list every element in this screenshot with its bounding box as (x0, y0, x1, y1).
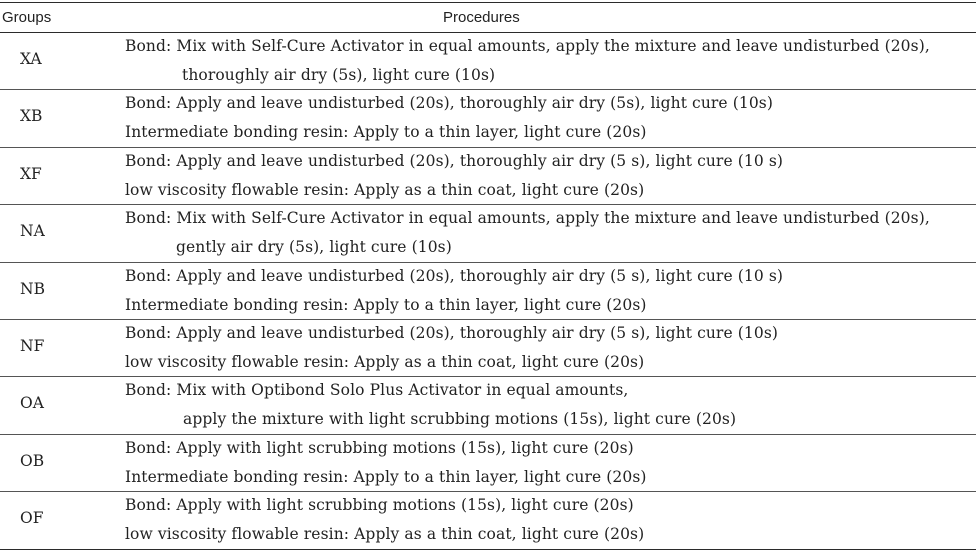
group-cell: OA (20, 394, 44, 413)
procedure-line: low viscosity flowable resin: Apply as a thin coat, light cure (20s) (125, 525, 645, 544)
procedure-line: Intermediate bonding resin: Apply to a thin layer, light cure (20s) (125, 467, 647, 486)
table-row (0, 33, 976, 90)
table-row (0, 492, 976, 549)
group-cell: NA (20, 222, 45, 241)
table-header (0, 2, 976, 33)
group-cell: XB (20, 107, 43, 126)
table-row (0, 205, 976, 262)
procedure-line: Intermediate bonding resin: Apply to a thin layer, light cure (20s) (125, 295, 647, 314)
procedure-line: Intermediate bonding resin: Apply to a thin layer, light cure (20s) (125, 123, 647, 142)
group-cell: NB (20, 279, 45, 298)
procedure-line: Bond: Apply and leave undisturbed (20s), thoroughly air dry (5 s), light cure (10 s) (125, 151, 784, 170)
procedures-column-header: Procedures (443, 9, 520, 26)
group-cell: OF (20, 509, 44, 528)
procedure-line: Bond: Apply and leave undisturbed (20s), thoroughly air dry (5s), light cure (10s) (125, 94, 773, 113)
procedure-line: gently air dry (5s), light cure (10s) (176, 238, 452, 257)
procedure-line: apply the mixture with light scrubbing motions (15s), light cure (20s) (183, 410, 737, 429)
table-row (0, 435, 976, 492)
table-row (0, 263, 976, 320)
procedures-table (0, 2, 976, 550)
procedure-line: Bond: Mix with Self-Cure Activator in equal amounts, apply the mixture and leave undisturbed (20s), (125, 209, 930, 228)
procedure-line: Bond: Apply with light scrubbing motions (15s), light cure (20s) (125, 496, 634, 515)
procedure-line: low viscosity flowable resin: Apply as a thin coat, light cure (20s) (125, 352, 645, 371)
table-row (0, 320, 976, 377)
group-cell: XA (20, 50, 42, 68)
group-cell: NF (20, 336, 45, 355)
table-row (0, 148, 976, 205)
procedure-line: Bond: Apply with light scrubbing motions (15s), light cure (20s) (125, 438, 634, 457)
table-row (0, 90, 976, 147)
group-cell: OB (20, 451, 45, 470)
procedure-line: Bond: Apply and leave undisturbed (20s), thoroughly air dry (5 s), light cure (10s) (125, 323, 779, 342)
procedure-line: Bond: Apply and leave undisturbed (20s), thoroughly air dry (5 s), light cure (10 s) (125, 266, 784, 285)
table-row (0, 377, 976, 434)
procedure-line: Bond: Mix with Self-Cure Activator in equal amounts, apply the mixture and leave undisturbed (20s), (125, 37, 930, 55)
groups-column-header: Groups (2, 9, 52, 26)
procedure-line: thoroughly air dry (5s), light cure (10s) (182, 66, 496, 84)
procedure-line: Bond: Mix with Optibond Solo Plus Activator in equal amounts, (125, 381, 629, 400)
group-cell: XF (20, 164, 42, 183)
procedure-line: low viscosity flowable resin: Apply as a thin coat, light cure (20s) (125, 180, 645, 199)
